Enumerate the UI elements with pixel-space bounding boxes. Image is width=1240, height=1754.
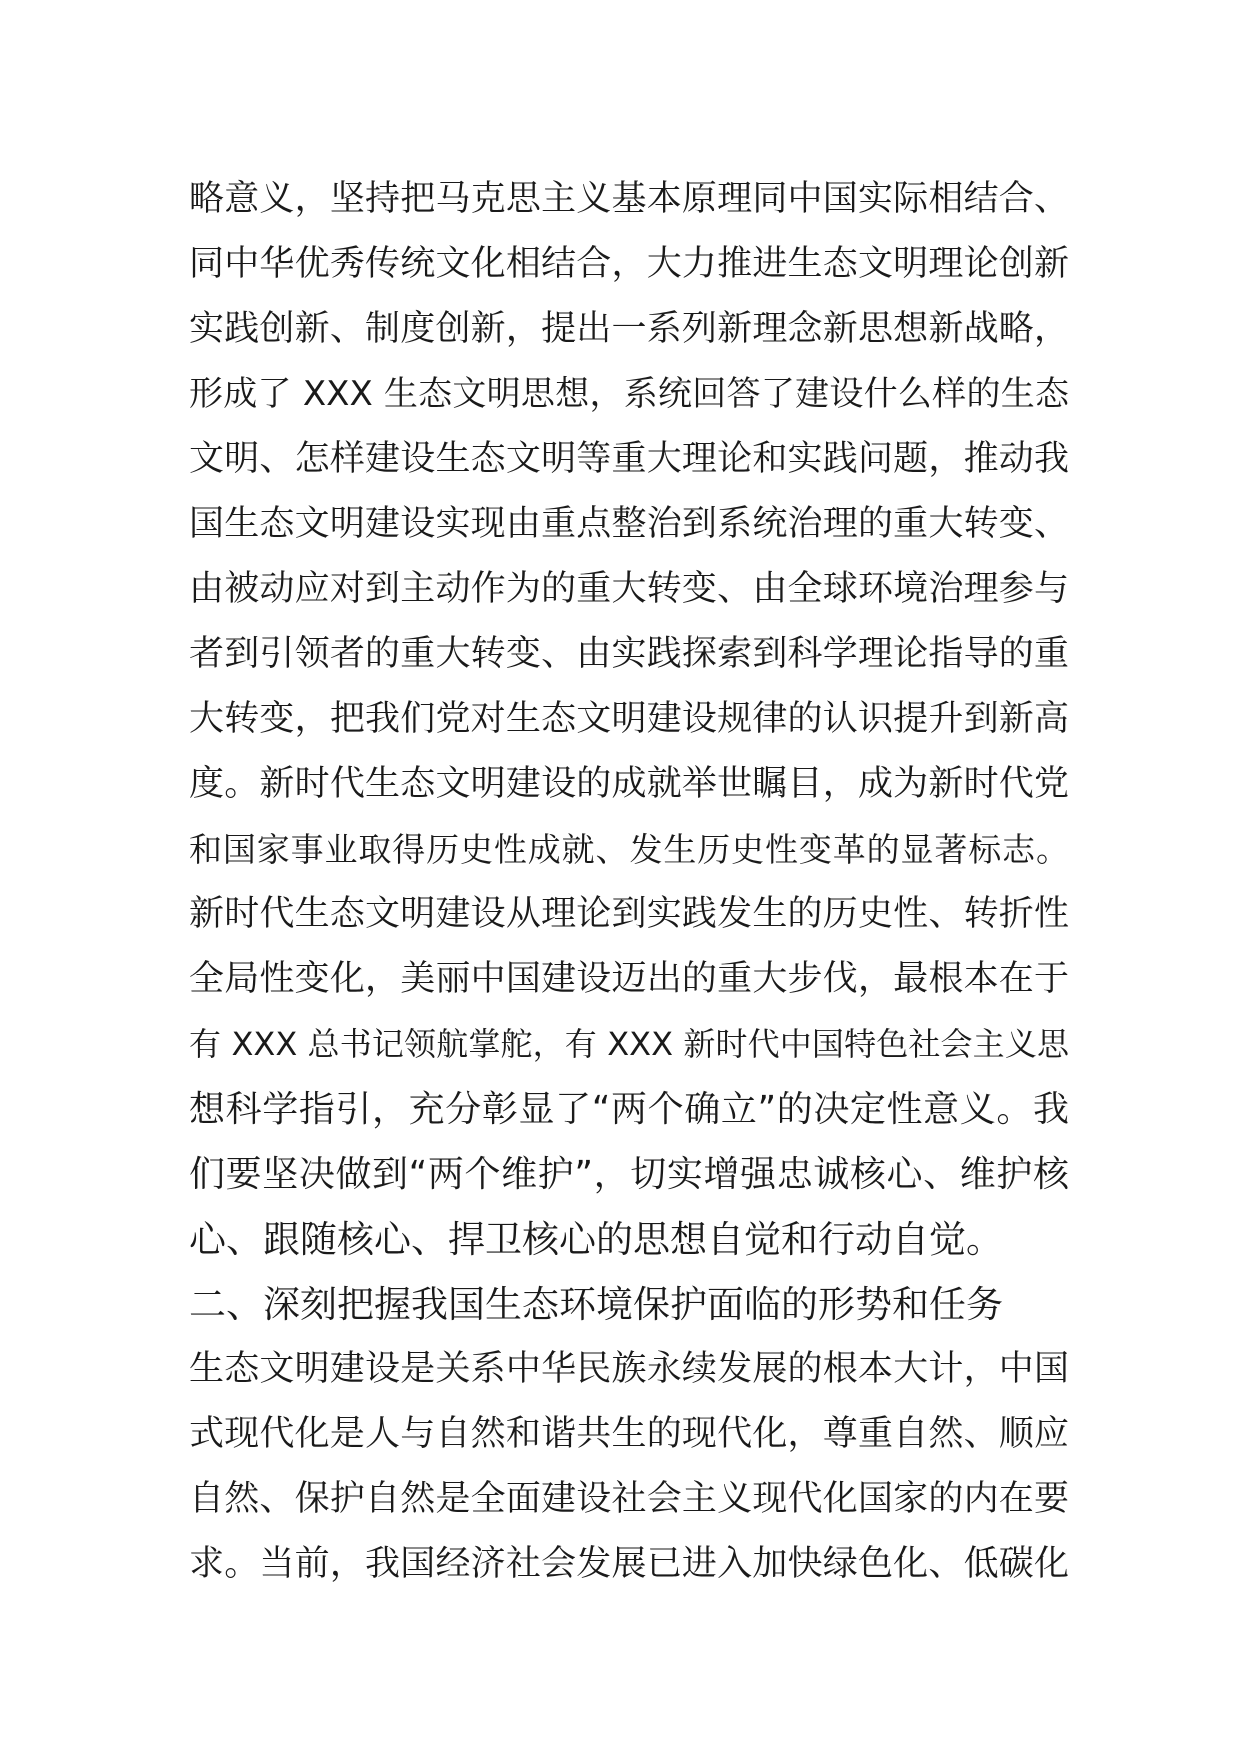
text-line: 想科学指引，充分彰显了“两个确立”的决定性意义。我 <box>189 1089 1069 1130</box>
text-line: 文明、怎样建设生态文明等重大理论和实践问题，推动我 <box>189 439 1069 479</box>
text-line: 度。新时代生态文明建设的成就举世瞩目，成为新时代党 <box>189 764 1069 804</box>
text-line: 大转变，把我们党对生态文明建设规律的认识提升到新高 <box>189 699 1069 739</box>
text-line: 者到引领者的重大转变、由实践探索到科学理论指导的重 <box>189 634 1069 674</box>
text-line: 国生态文明建设实现由重点整治到系统治理的重大转变、 <box>189 504 1069 544</box>
text-line: 全局性变化，美丽中国建设迈出的重大步伐，最根本在于 <box>189 959 1069 999</box>
text-line: 有 XXX 总书记领航掌舵，有 XXX 新时代中国特色社会主义思 <box>189 1025 1069 1063</box>
text-line: 实践创新、制度创新，提出一系列新理念新思想新战略， <box>189 309 1069 349</box>
text-line: 和国家事业取得历史性成就、发生历史性变革的显著标志。 <box>189 830 1069 869</box>
text-line: 形成了 XXX 生态文明思想，系统回答了建设什么样的生态 <box>189 374 1069 414</box>
text-line: 新时代生态文明建设从理论到实践发生的历史性、转折性 <box>189 894 1069 934</box>
section-heading: 二、深刻把握我国生态环境保护面临的形势和任务 <box>189 1283 1003 1326</box>
text-line: 们要坚决做到“两个维护”，切实增强忠诚核心、维护核 <box>189 1154 1069 1195</box>
paragraph-end-line: 心、跟随核心、捍卫核心的思想自觉和行动自觉。 <box>189 1218 1003 1261</box>
text-line: 求。当前，我国经济社会发展已进入加快绿色化、低碳化 <box>189 1544 1069 1584</box>
text-line: 式现代化是人与自然和谐共生的现代化，尊重自然、顺应 <box>189 1414 1069 1454</box>
text-line: 生态文明建设是关系中华民族永续发展的根本大计，中国 <box>189 1349 1069 1389</box>
text-line: 略意义，坚持把马克思主义基本原理同中国实际相结合、 <box>189 179 1069 219</box>
text-line: 同中华优秀传统文化相结合，大力推进生态文明理论创新 <box>189 244 1069 284</box>
document-body <box>189 167 1069 1597</box>
text-line: 自然、保护自然是全面建设社会主义现代化国家的内在要 <box>189 1479 1069 1519</box>
text-line: 由被动应对到主动作为的重大转变、由全球环境治理参与 <box>189 569 1069 609</box>
